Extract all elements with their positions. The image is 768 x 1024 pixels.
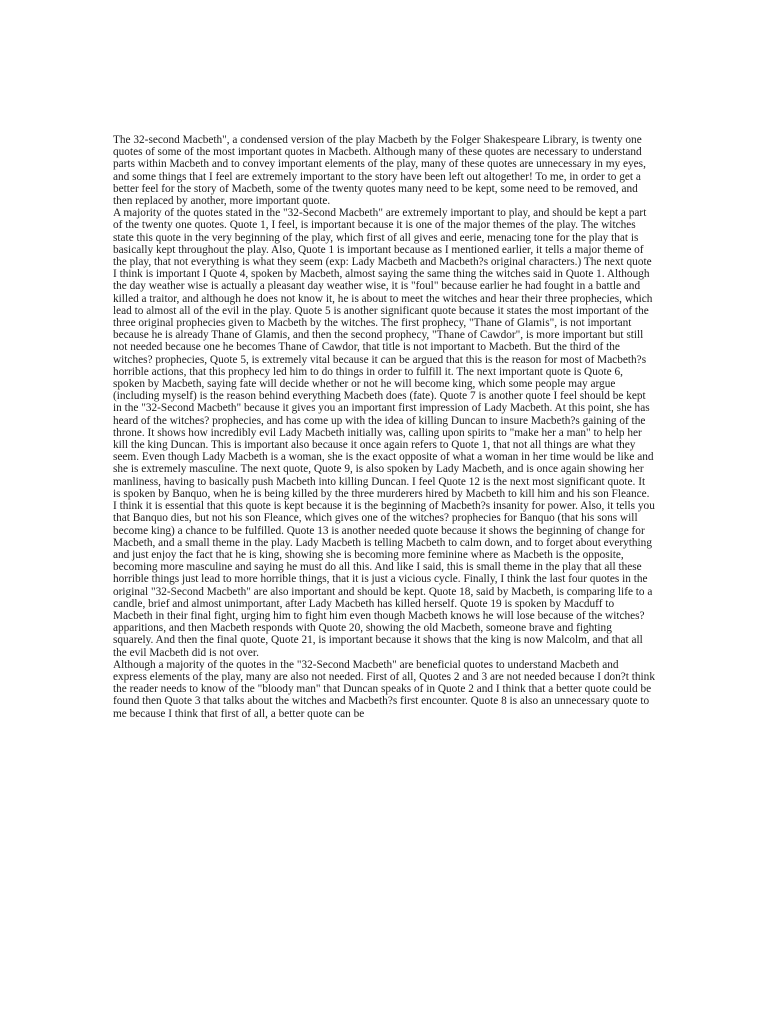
paragraph-intro: The 32-second Macbeth", a condensed version of the play Macbeth by the Folger Shakespeare Library, is twenty one quotes of some of the most important quotes in Macbeth. Although many of these quotes are necessary to understand parts within Macbeth and to convey important elements of the play, many of these quotes are unnecessary in my eyes, and some things that I feel are extremely important to the story have been left out altogether! To me, in order to get a better feel for the story of Macbeth, some of the twenty quotes many need to be kept, some need to be removed, and then replaced by another, more important quote. <box>113 134 646 208</box>
document-page <box>113 134 655 720</box>
paragraph-important-quotes: A majority of the quotes stated in the "32-Second Macbeth" are extremely important to play, and should be kept a part of the twenty one quotes. Quote 1, I feel, is important because it is one of the major themes of the play. The witches state this quote in the very beginning of the play, which first of all gives and eerie, menacing tone for the play that is basically kept throughout the play. Also, Quote 1 is important because as I mentioned earlier, it tells a major theme of the play, that not everything is what they seem (exp: Lady Macbeth and Macbeth?s original characters.) The next quote I think is important I Quote 4, spoken by Macbeth, almost saying the same thing the witches said in Quote 1. Although the day weather wise is actually a pleasant day weather wise, it is "foul" because earlier he had fought in a battle and killed a traitor, and although he does not know it, he is about to meet the witches and hear their three prophecies, which lead to almost all of the evil in the play. Quote 5 is another significant quote because it states the most important of the three original prophecies given to Macbeth by the witches. The first prophecy, "Thane of Glamis", is not important because he is already Thane of Glamis, and then the second prophecy, "Thane of Cawdor", is more important but still not needed because one he becomes Thane of Cawdor, that title is not important to Macbeth. But the third of the witches? prophecies, Quote 5, is extremely vital because it can be argued that this is the reason for most of Macbeth?s horrible actions, that this prophecy led him to do things in order to fulfill it. The next important quote is Quote 6, spoken by Macbeth, saying fate will decide whether or not he will become king, which some people may argue (including myself) is the reason behind everything Macbeth does (fate). Quote 7 is another quote I feel should be kept in the "32-Second Macbeth" because it gives you an important first impression of Lady Macbeth. At this point, she has heard of the witches? prophecies, and has come up with the idea of killing Duncan to insure Macbeth?s gaining of the throne. It shows how incredibly evil Lady Macbeth initially was, calling upon spirits to "make her a man" to help her kill the king Duncan. This is important also because it once again refers to Quote 1, that not all things are what they seem. Even though Lady Macbeth is a woman, she is the exact opposite of what a woman in her time would be like and she is extremely masculine. The next quote, Quote 9, is also spoken by Lady Macbeth, and is once again showing her manliness, having to basically push Macbeth into killing Duncan. I feel Quote 12 is the next most significant quote. It is spoken by Banquo, when he is being killed by the three murderers hired by Macbeth to kill him and his son Fleance. I think it is essential that this quote is kept because it is the beginning of Macbeth?s insanity for power. Also, it tells you that Banquo dies, but not his son Fleance, which gives one of the witches? prophecies for Banquo (that his sons will become king) a chance to be fulfilled. Quote 13 is another needed quote because it shows the beginning of change for Macbeth, and a small theme in the play. Lady Macbeth is telling Macbeth to calm down, and to forget about everything and just enjoy the fact that he is king, showing she is becoming more feminine where as Macbeth is the opposite, becoming more masculine and saying he must do all this. And like I said, this is small theme in the play that all these horrible things just lead to more horrible things, that it is just a vicious cycle. Finally, I think the last four quotes in the original "32-Second Macbeth" are also important and should be kept. Quote 18, said by Macbeth, is comparing life to a candle, brief and almost unimportant, after Lady Macbeth has killed herself. Quote 19 is spoken by Macduff to Macbeth in their final fight, urging him to fight him even though Macbeth knows he will lose because of the witches? apparitions, and then Macbeth responds with Quote 20, showing the old Macbeth, someone brave and fighting squarely. And then the final quote, Quote 21, is important because it shows that the king is now Malcolm, and that all the evil Macbeth did is not over. <box>113 207 655 659</box>
paragraph-unneeded-quotes: Although a majority of the quotes in the "32-Second Macbeth" are beneficial quotes to understand Macbeth and express elements of the play, many are also not needed. First of all, Quotes 2 and 3 are not needed because I don?t think the reader needs to know of the "bloody man" that Duncan speaks of in Quote 2 and I think that a better quote could be found then Quote 3 that talks about the witches and Macbeth?s first encounter. Quote 8 is also an unnecessary quote to me because I think that first of all, a better quote can be <box>113 658 655 720</box>
